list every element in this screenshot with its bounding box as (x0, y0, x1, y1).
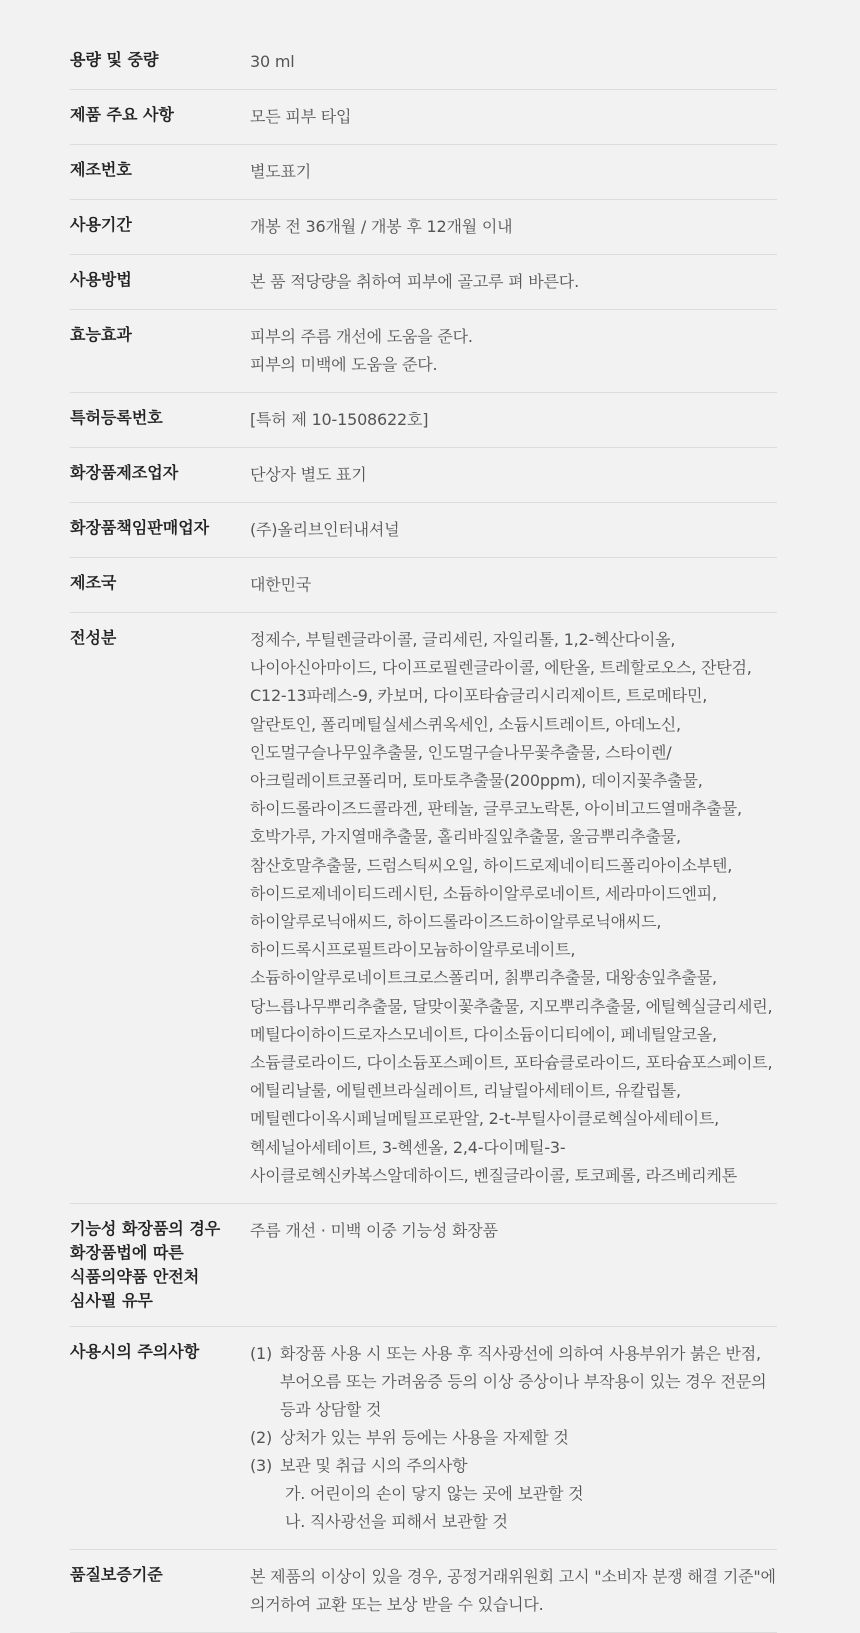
caution-num: (3) (250, 1456, 273, 1476)
info-row (70, 145, 777, 200)
info-row (70, 255, 777, 310)
row-label: 제조번호 (70, 160, 132, 179)
row-label: 사용방법 (70, 270, 132, 289)
row-value (250, 516, 777, 544)
row-value (250, 461, 777, 489)
info-row (70, 503, 777, 558)
caution-text: 보관 및 취급 시의 주의사항 (280, 1456, 468, 1476)
row-value (250, 48, 777, 76)
caution-item (250, 1452, 777, 1480)
value-line: 30 ml (250, 52, 295, 71)
value-line: (주)올리브인터내셔널 (250, 520, 400, 539)
row-value (250, 103, 777, 131)
row-label: 효능효과 (70, 325, 132, 344)
cautions-value (250, 1340, 777, 1536)
functional-value: 주름 개선 · 미백 이중 기능성 화장품 (250, 1221, 498, 1241)
row-label (70, 1217, 250, 1313)
row-label: 전성분 (70, 628, 117, 647)
value-line: [특허 제 10-1508622호] (250, 410, 429, 429)
label-line: 심사필 유무 (70, 1291, 153, 1311)
info-row (70, 393, 777, 448)
info-row-functional (70, 1204, 777, 1327)
info-row (70, 558, 777, 613)
info-row-ingredients (70, 613, 777, 1204)
row-label: 사용기간 (70, 215, 132, 234)
label-line: 식품의약품 안전처 (70, 1267, 200, 1287)
caution-text: 상처가 있는 부위 등에는 사용을 자제할 것 (280, 1428, 569, 1448)
info-row (70, 90, 777, 145)
row-label: 제품 주요 사항 (70, 105, 174, 124)
row-label: 화장품책임판매업자 (70, 518, 210, 537)
row-value (250, 158, 777, 186)
row-label: 사용시의 주의사항 (70, 1342, 200, 1362)
info-row-quality (70, 1550, 777, 1633)
row-value (250, 268, 777, 296)
value-line: 피부의 주름 개선에 도움을 준다. (250, 327, 473, 346)
label-line: 기능성 화장품의 경우 (70, 1219, 221, 1239)
caution-subitem: 가. 어린이의 손이 닿지 않는 곳에 보관할 것 (285, 1484, 584, 1504)
caution-text: 화장품 사용 시 또는 사용 후 직사광선에 의하여 사용부위가 붉은 반점, 부어오름 또는 가려움증 등의 이상 증상이나 부작용이 있는 경우 전문의 등과 상담할 것 (280, 1344, 767, 1420)
caution-item (250, 1340, 777, 1424)
row-label: 제조국 (70, 573, 117, 592)
row-value (250, 323, 777, 379)
row-value (250, 406, 777, 434)
info-row (70, 35, 777, 90)
quality-value: 본 제품의 이상이 있을 경우, 공정거래위원회 고시 "소비자 분쟁 해결 기준"에 의거하여 교환 또는 보상 받을 수 있습니다. (250, 1567, 776, 1615)
value-line: 단상자 별도 표기 (250, 465, 367, 484)
value-line: 별도표기 (250, 162, 312, 181)
info-row (70, 200, 777, 255)
row-label: 품질보증기준 (70, 1565, 163, 1585)
product-info-table (70, 35, 777, 1633)
row-value (250, 213, 777, 241)
value-line: 본 품 적당량을 취하여 피부에 골고루 펴 바른다. (250, 272, 579, 291)
row-label: 화장품제조업자 (70, 463, 179, 482)
row-label: 특허등록번호 (70, 408, 163, 427)
label-line: 화장품법에 따른 (70, 1243, 184, 1263)
value-line: 대한민국 (250, 575, 312, 594)
value-line: 개봉 전 36개월 / 개봉 후 12개월 이내 (250, 217, 513, 236)
row-value (250, 571, 777, 599)
value-line: 모든 피부 타입 (250, 107, 352, 126)
info-row (70, 448, 777, 503)
caution-item (250, 1424, 777, 1452)
info-row-cautions (70, 1327, 777, 1550)
caution-num: (1) (250, 1344, 273, 1364)
caution-subitem: 나. 직사광선을 피해서 보관할 것 (285, 1512, 508, 1532)
value-line: 피부의 미백에 도움을 준다. (250, 355, 438, 374)
row-label: 용량 및 중량 (70, 50, 159, 69)
ingredients-value: 정제수, 부틸렌글라이콜, 글리세린, 자일리톨, 1,2-헥산다이올, 나이아신아마이드, 다이프로필렌글라이콜, 에탄올, 트레할로오스, 잔탄검, C12-13파레스-9, 카보머, 다이포타슘글리시리제이트, 트로메타민, 알란토인, 폴리메틸실세스퀴옥세인, 소듐시트레이트, 아데노신, 인도멀구슬나무잎추출물, 인도멀구슬나무꽃추출물, 스타이렌/아크릴레이트코폴리머, 토마토추출물(200ppm), 데이지꽃추출물, 하이드롤라이즈드콜라겐, 판테놀, 글루코노락톤, 아이비고드열매추출물, 호박가루, 가지열매추출물, 홀리바질잎추출물, 울금뿌리추출물, 참산호말추출물, 드럼스틱씨오일, 하이드로제네이티드폴리아이소부텐, 하이드로제네이티드레시틴, 소듐하이알루로네이트, 세라마이드엔피, 하이알루로닉애씨드, 하이드롤라이즈드하이알루로닉애씨드, 하이드록시프로필트라이모늄하이알루로네이트, 소듐하이알루로네이트크로스폴리머, 칡뿌리추출물, 대왕송잎추출물, 당느릅나무뿌리추출물, 달맞이꽃추출물, 지모뿌리추출물, 에틸헥실글리세린, 메틸다이하이드로자스모네이트, 다이소듐이디티에이, 페네틸알코올, 소듐클로라이드, 다이소듐포스페이트, 포타슘클로라이드, 포타슘포스페이트, 에틸리날룰, 에틸렌브라실레이트, 리날릴아세테이트, 유칼립톨, 메틸렌다이옥시페닐메틸프로판알, 2-t-부틸사이클로헥실아세테이트, 헥세닐아세테이트, 3-헥센올, 2,4-다이메틸-3-사이클로헥신카복스알데하이드, 벤질글라이콜, 토코페롤, 라즈베리케톤 (250, 630, 773, 1185)
caution-num: (2) (250, 1428, 273, 1448)
info-row (70, 310, 777, 393)
